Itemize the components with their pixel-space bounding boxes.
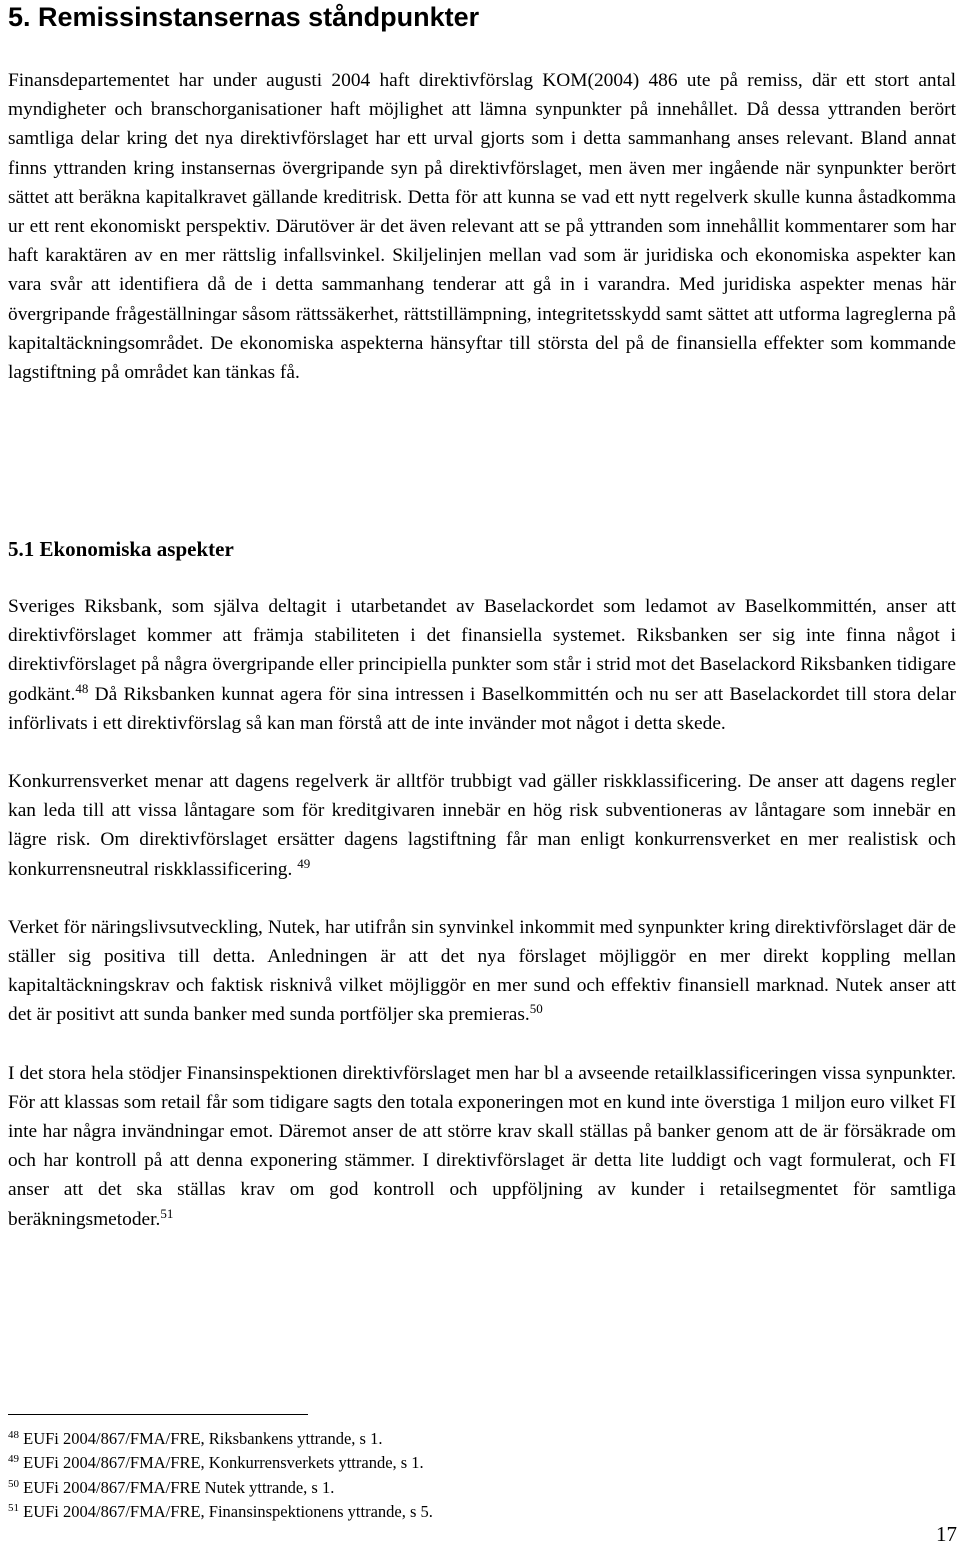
footnote-divider xyxy=(8,1414,308,1415)
paragraph-finansinspektionen: I det stora hela stödjer Finansinspektionen direktivförslaget men har bl a avseende retailklassificeringen vissa synpunkter. För att klassas som retail får som tidigare sagts den totala exponeringen mot en kund inte överstiga 1 miljon euro vilket FI inte har några invändningar emot. Däremot anser de att större krav skall ställas på banker genom att de är försäkrade om och har kontroll på att denna exponering stämmer. I direktivförslaget är detta lite luddigt och vagt formulerat, och FI anser att det ska ställas krav om god kontroll och uppföljning av kunder i retailsegmentet för samtliga beräkningsmetoder.$^{51}$ xyxy=(8,1062,956,1230)
footnote-ref-48[interactable]: 48 xyxy=(75,680,89,696)
intro-section xyxy=(8,66,956,387)
footnote-51: $^{51}$ EUFi 2004/867/FMA/FRE, Finansinspektionens yttrande, s 5. xyxy=(8,1502,433,1522)
footnote-ref-50[interactable]: 50 xyxy=(529,1001,543,1017)
footnotes xyxy=(8,1427,908,1525)
paragraph-nutek: Verket för näringslivsutveckling, Nutek, har utifrån sin synvinkel inkommit med synpunkter kring direktivförslaget där de ställer sig positiva till detta. Anledningen är att det nya förslaget möjliggör en mer direkt koppling mellan kapitaltäckningskrav och faktisk risknivå vilket möjliggör en mer sund och effektiv finansiell marknad. Nutek anser att det är positivt att sunda banker med sunda portföljer ska premieras.$^{50}$ xyxy=(8,916,956,1026)
page-number: 17 xyxy=(936,1522,957,1546)
footnote-ref-49[interactable]: 49 xyxy=(297,855,311,871)
footnote-ref-51[interactable]: 51 xyxy=(160,1205,174,1221)
section-heading: 5. Remissinstansernas ståndpunkter xyxy=(8,2,480,32)
paragraph-konkurrensverket: Konkurrensverket menar att dagens regelverk är alltför trubbigt vad gäller riskklassificering. De anser att dagens regler kan leda till att vissa låntagare som för kreditgivaren innebär en hög risk subventioneras av låntagare som innebär en lägre risk. Om direktivförslaget ersätter dagens lagstiftning får man enligt konkurrensverket en mer realistisk och konkurrensneutral riskklassificering. $^{49}$ xyxy=(8,771,956,880)
footnote-49: $^{49}$ EUFi 2004/867/FMA/FRE, Konkurrensverkets yttrande, s 1. xyxy=(8,1453,424,1473)
subsection-heading: 5.1 Ekonomiska aspekter xyxy=(8,537,234,561)
subsection-body xyxy=(8,592,956,1234)
footnote-48: $^{48}$ EUFi 2004/867/FMA/FRE, Riksbankens yttrande, s 1. xyxy=(8,1429,383,1448)
footnote-50: $^{50}$ EUFi 2004/867/FMA/FRE Nutek yttrande, s 1. xyxy=(8,1477,335,1497)
intro-paragraph: Finansdepartementet har under augusti 2004 haft direktivförslag KOM(2004) 486 ute på remiss, där ett stort antal myndigheter och branschorganisationer haft möjlighet att lämna synpunkter på innehållet. Då dessa yttranden berört samtliga delar kring det nya direktivförslaget har ett urval gjorts som i detta sammanhang anses relevant. Bland annat finns yttranden kring instansernas övergripande syn på direktivförslaget, men även mer ingående när synpunkter berört sättet att beräkna kapitalkravet gällande kreditrisk. Detta för att kunna se vad ett nytt regelverk skulle kunna åstadkomma ur ett rent ekonomiskt perspektiv. Därutöver är det även relevant att se på yttranden som innehållit kommentarer som har haft karaktären av en mer rättslig infallsvinkel. Skiljelinjen mellan vad som är juridiska och ekonomiska aspekter kan vara svår att identifiera då de i detta sammanhang tenderar att gå in i varandra. Med juridiska aspekter menas här övergripande frågeställningar såsom rättssäkerhet, rättstillämpning, integritetsskydd samt sättet att utforma lagreglerna på kapitaltäckningsområdet. De ekonomiska aspekterna hänsyftar till största del på de finansiella effekter som kommande lagstiftning på området kan tänkas få. xyxy=(8,70,956,384)
paragraph-riksbank: Sveriges Riksbank, som själva deltagit i utarbetandet av Baselackordet som ledamot av Baselkommittén, anser att direktivförslaget kommer att främja stabiliteten i det finansiella systemet. Riksbanken ser sig inte finna något i direktivförslaget på några övergripande eller principiella punkter som står i strid mot det Baselackord Riksbanken tidigare godkänt.$^{48}$ Då Riksbanken kunnat agera för sina intressen i Baselkommittén och nu ser att Baselackordet till stora delar införlivats i ett direktivförslag så kan man förstå att de inte invänder mot något i detta skede. xyxy=(8,596,956,734)
